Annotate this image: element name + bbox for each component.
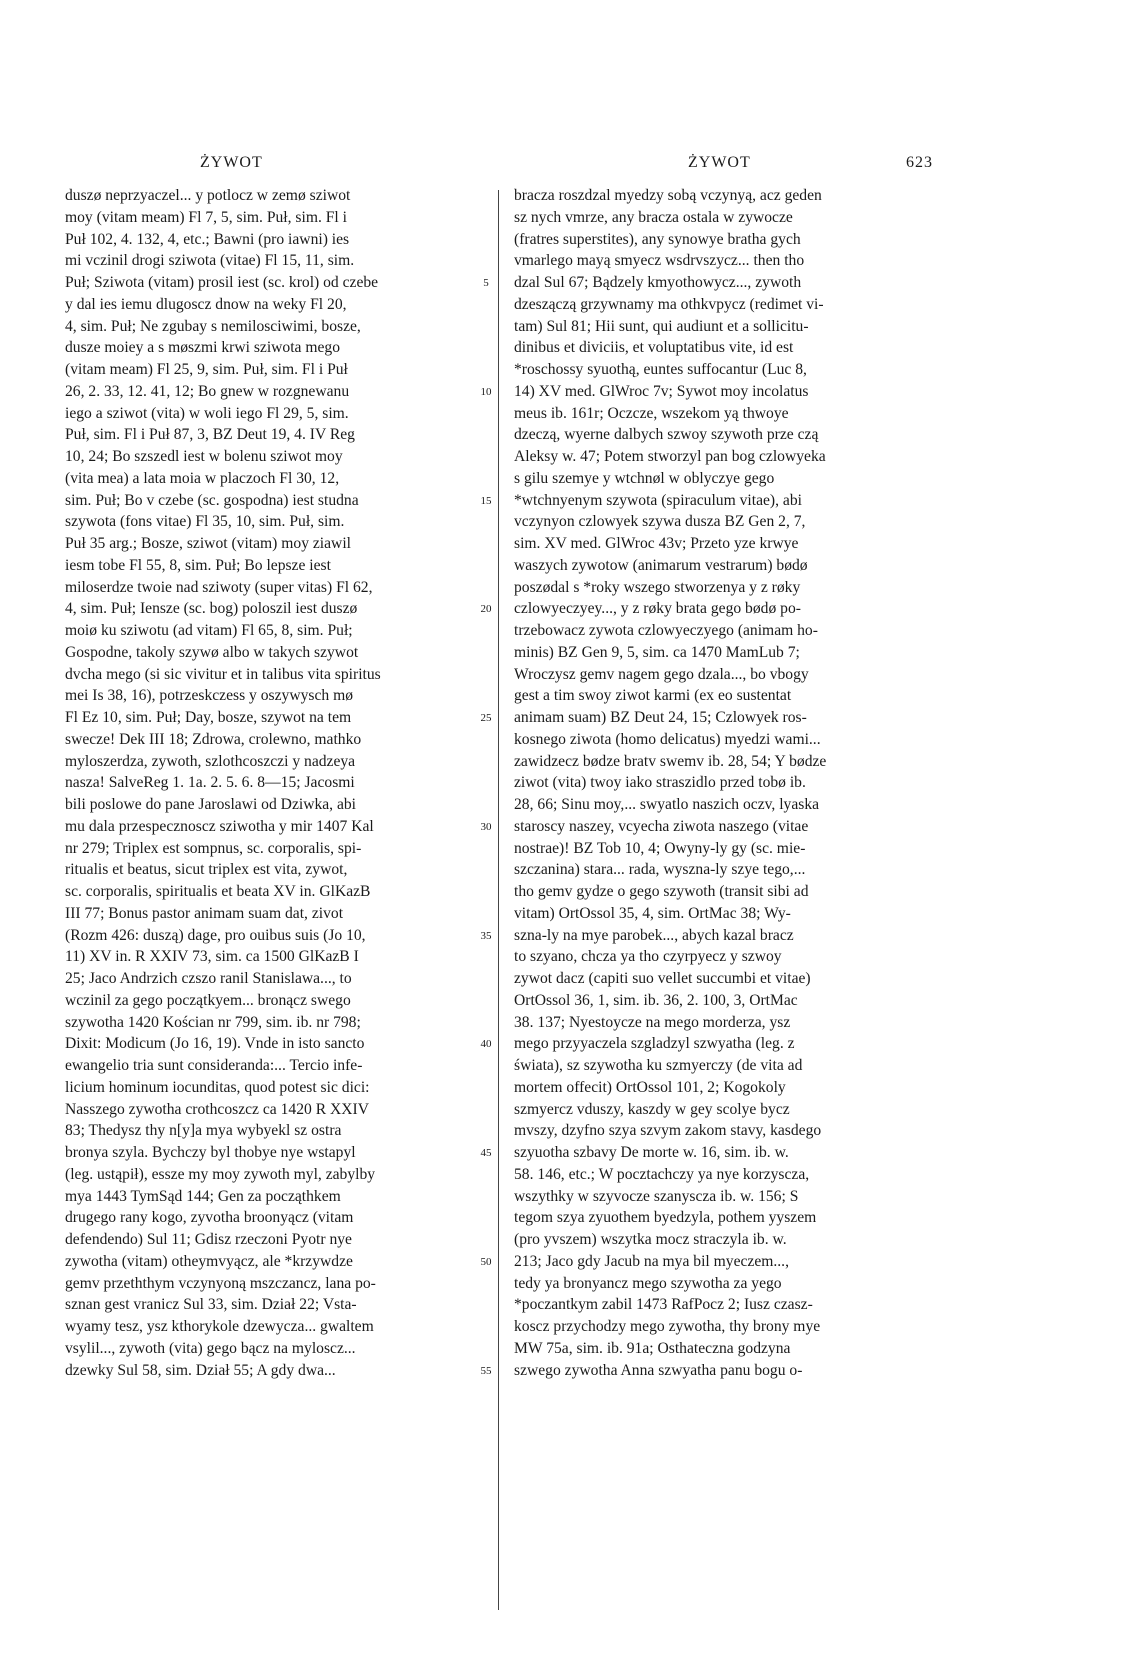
- text-line: (leg. ustąpił), essze my moy zywoth myl, zabylby: [65, 1165, 376, 1183]
- text-line: Nasszego zywotha crothcoszcz ca 1420 R XXIV: [65, 1100, 369, 1118]
- running-head-right: ŻYWOT: [688, 154, 751, 171]
- text-line: 213; Jaco gdy Jacub na mya bil myeczem...,: [514, 1252, 789, 1270]
- text-line: moy (vitam meam) Fl 7, 5, sim. Puł, sim. Fl i: [65, 208, 347, 226]
- text-line: OrtOssol 36, 1, sim. ib. 36, 2. 100, 3, OrtMac: [514, 991, 798, 1009]
- text-line: gemv przeththym vczynyoną mszczancz, lana po-: [65, 1274, 376, 1292]
- line-number: 10: [480, 385, 492, 398]
- text-line: zywot dacz (capiti suo vellet succumbi et vitae): [514, 970, 811, 987]
- text-line: tho gemv gydze o gego szywoth (transit sibi ad: [514, 883, 809, 900]
- text-line: szmyercz vduszy, kaszdy w gey scolye bycz: [514, 1100, 790, 1118]
- text-line: poszødal s *roky wszego stworzenya y z røky: [514, 578, 801, 596]
- left-column: [65, 185, 480, 1381]
- text-line: Fl Ez 10, sim. Puł; Day, bosze, szywot na tem: [65, 709, 352, 726]
- text-line: wszythky w szyvocze szanyscza ib. w. 156; S: [514, 1187, 799, 1205]
- column-divider: [498, 190, 499, 1610]
- line-number: 50: [480, 1255, 492, 1268]
- text-line: szwego zywotha Anna szwyatha panu bogu o-: [514, 1361, 803, 1379]
- text-line: MW 75a, sim. ib. 91a; Osthateczna godzyna: [514, 1339, 791, 1357]
- line-number: 15: [480, 494, 492, 507]
- text-line: defendendo) Sul 11; Gdisz rzeczoni Pyotr nye: [65, 1231, 352, 1248]
- line-number: 55: [480, 1364, 492, 1377]
- text-line: Puł, sim. Fl i Puł 87, 3, BZ Deut 19, 4. IV Reg: [65, 426, 355, 444]
- text-line: meus ib. 161r; Oczcze, wszekom yą thwoye: [514, 404, 789, 422]
- line-number: 5: [483, 277, 489, 289]
- text-line: trzebowacz zywota czlowyeczyego (animam ho-: [514, 622, 818, 639]
- line-number: 25: [480, 712, 492, 724]
- text-line: sznan gest vranicz Sul 33, sim. Dział 22; Vsta-: [65, 1296, 357, 1314]
- text-line: szczanina) stara... rada, wyszna-ly szye tego,...: [514, 861, 806, 879]
- text-line: 38. 137; Nyestoycze na mego morderza, ysz: [514, 1013, 791, 1031]
- text-line: iesm tobe Fl 55, 8, sim. Puł; Bo lepsze iest: [65, 556, 331, 574]
- text-line: Puł 102, 4. 132, 4, etc.; Bawni (pro iawni) ies: [65, 230, 350, 248]
- text-line: 10, 24; Bo szszedl iest w bolenu sziwot moy: [65, 448, 343, 465]
- text-line: 14) XV med. GlWroc 7v; Sywot moy incolatus: [514, 382, 809, 400]
- text-line: mi vczinil drogi sziwota (vitae) Fl 15, 11, sim.: [65, 252, 355, 270]
- text-line: zawidzecz bødze bratv swemv ib. 28, 54; Y bødze: [514, 752, 827, 770]
- text-line: vmarlego mayą smyecz wsdrvszycz... then tho: [514, 252, 805, 270]
- text-line: zywotha (vitam) otheymvyącz, ale *krzywdze: [65, 1252, 353, 1270]
- text-line: s gilu szemye y wtchnøl w oblyczye gego: [514, 469, 775, 487]
- text-line: Puł 35 arg.; Bosze, sziwot (vitam) moy ziawil: [65, 535, 351, 552]
- text-line: ritualis et beatus, sicut triplex est vita, zywot,: [65, 861, 348, 879]
- line-number: 40: [480, 1038, 492, 1051]
- text-line: 25; Jaco Andrzich czszo ranil Stanislawa..., to: [65, 970, 352, 987]
- text-line: gest a tim swoy ziwot karmi (ex eo sustentat: [514, 687, 792, 705]
- line-number: 20: [480, 603, 492, 616]
- text-line: to szyano, chcza ya tho czyrpyecz y szwoy: [514, 948, 782, 966]
- text-line: III 77; Bonus pastor animam suam dat, zivot: [65, 904, 344, 922]
- text-line: drugego rany kogo, zyvotha broonyącz (vitam: [65, 1209, 354, 1227]
- text-line: animam suam) BZ Deut 24, 15; Czlowyek ros-: [514, 709, 807, 726]
- text-line: dvcha mego (si sic vivitur et in talibus vita spiritus: [65, 665, 381, 683]
- text-line: minis) BZ Gen 9, 5, sim. ca 1470 MamLub 7;: [514, 643, 800, 661]
- text-line: iego a sziwot (vita) w woli iego Fl 29, 5, sim.: [65, 404, 349, 422]
- text-line: (Rozm 426: duszą) dage, pro ouibus suis (Jo 10,: [65, 926, 366, 944]
- text-line: bili poslowe do pane Jaroslawi od Dziwka, abi: [65, 796, 357, 813]
- text-line: 4, sim. Puł; Ne zgubay s nemilosciwimi, bosze,: [65, 317, 361, 335]
- text-line: (pro yvszem) wszytka mocz straczyla ib. w.: [514, 1231, 787, 1248]
- line-number: 30: [480, 820, 492, 833]
- text-line: 26, 2. 33, 12. 41, 12; Bo gnew w rozgnewanu: [65, 382, 350, 400]
- line-number: 45: [480, 1147, 492, 1159]
- text-line: 28, 66; Sinu moy,... swyatlo naszich oczv, lyaska: [514, 796, 820, 813]
- text-line: szywota (fons vitae) Fl 35, 10, sim. Puł, sim.: [65, 513, 345, 531]
- text-line: dzeczą, wyerne dalbych szwoy szywoth prze czą: [514, 426, 819, 444]
- text-line: mei Is 38, 16), potrzeskczess y oszywysch mø: [65, 687, 353, 705]
- text-line: dzeszączą grzywnamy ma othkvpycz (redimet vi-: [514, 295, 824, 313]
- text-line: bracza roszdzal myedzy sobą vczynyą, acz geden: [514, 187, 822, 204]
- text-line: Puł; Sziwota (vitam) prosil iest (sc. krol) od czebe: [65, 274, 379, 291]
- text-line: staroscy naszey, vcyecha ziwota naszego (vitae: [514, 817, 809, 835]
- text-line: *wtchnyenym szywota (spiraculum vitae), abi: [514, 491, 802, 509]
- text-line: vsylil..., zywoth (vita) gego bącz na myloscz...: [65, 1339, 356, 1357]
- text-line: dzal Sul 67; Bądzely kmyothowycz..., zywoth: [514, 274, 802, 291]
- text-line: ewangelio tria sunt consideranda:... Tercio infe-: [65, 1057, 363, 1074]
- right-column: [514, 185, 929, 1381]
- text-line: mu dala przespecznoscz sziwotha y mir 1407 Kal: [65, 817, 374, 835]
- text-line: sim. Puł; Bo v czebe (sc. gospodna) iest studna: [65, 491, 359, 509]
- text-line: szywotha 1420 Kościan nr 799, sim. ib. nr 798;: [65, 1013, 361, 1031]
- text-line: moiø ku sziwotu (ad vitam) Fl 65, 8, sim. Puł;: [65, 622, 353, 639]
- page-number: 623: [906, 154, 933, 171]
- text-line: nr 279; Triplex est sompnus, sc. corporalis, spi-: [65, 839, 362, 857]
- text-line: sc. corporalis, spiritualis et beata XV in. GlKazB: [65, 883, 371, 900]
- text-line: szna-ly na mye parobek..., abych kazal bracz: [514, 926, 794, 944]
- text-line: kosnego ziwota (homo delicatus) myedzi wami...: [514, 730, 821, 748]
- text-line: Aleksy w. 47; Potem stworzyl pan bog czlowyeka: [514, 448, 826, 465]
- text-line: miloserdze twoie nad sziwoty (super vitas) Fl 62,: [65, 578, 373, 596]
- text-line: licium hominum iocunditas, quod potest sic dici:: [65, 1078, 370, 1096]
- text-line: (fratres superstites), any synowye bratha gych: [514, 230, 801, 248]
- text-line: nostrae)! BZ Tob 10, 4; Owyny-ly gy (sc. mie-: [514, 839, 806, 857]
- text-line: *roschossy syuothą, euntes suffocantur (Luc 8,: [514, 361, 807, 378]
- text-line: tegom szya zyuothem byedzyla, pothem yyszem: [514, 1209, 817, 1227]
- text-line: vitam) OrtOssol 35, 4, sim. OrtMac 38; Wy-: [514, 904, 791, 922]
- text-line: tam) Sul 81; Hii sunt, qui audiunt et a sollicitu-: [514, 317, 809, 335]
- text-line: myloszerdza, zywoth, szlothcoszczi y nadzeya: [65, 752, 356, 770]
- line-number: 35: [480, 929, 492, 942]
- text-line: dzewky Sul 58, sim. Dział 55; A gdy dwa...: [65, 1361, 336, 1379]
- text-line: 83; Thedysz thy n[y]a mya wybyekl sz ostra: [65, 1122, 342, 1140]
- text-line: Dixit: Modicum (Jo 16, 19). Vnde in isto sancto: [65, 1035, 365, 1053]
- text-line: waszych zywotow (animarum vestrarum) bødø: [514, 556, 808, 574]
- running-head-left: ŻYWOT: [200, 154, 263, 171]
- text-line: *poczantkym zabil 1473 RafPocz 2; Iusz czasz-: [514, 1296, 813, 1314]
- text-line: sim. XV med. GlWroc 43v; Przeto yze krwye: [514, 535, 799, 552]
- text-line: czlowyeczyey..., y z røky brata gego bødø po-: [514, 600, 801, 618]
- text-line: nasza! SalveReg 1. 1a. 2. 5. 6. 8—15; Jacosmi: [65, 774, 355, 792]
- text-line: bronya szyla. Bychczy byl thobye nye wstapyl: [65, 1144, 356, 1161]
- text-line: mvszy, dzyfno szya szvym zakom stavy, kasdego: [514, 1122, 822, 1140]
- text-line: tedy ya bronyancz mego szywotha za yego: [514, 1274, 782, 1292]
- text-line: Gospodne, takoly szywø albo w takych szywot: [65, 643, 359, 661]
- text-line: świata), sz szywotha ku szmyerczy (de vita ad: [514, 1057, 803, 1074]
- text-line: mego przyyaczela szgladzyl szwyatha (leg. z: [514, 1035, 795, 1053]
- text-line: koscz przychodzy mego zywotha, thy brony mye: [514, 1318, 821, 1335]
- text-line: duszø neprzyaczel... y potlocz w zemø sziwot: [65, 187, 351, 204]
- text-line: (vitam meam) Fl 25, 9, sim. Puł, sim. Fl i Puł: [65, 361, 348, 378]
- text-line: 11) XV in. R XXIV 73, sim. ca 1500 GlKazB I: [65, 948, 359, 966]
- text-line: Wroczysz gemv nagem gego dzala..., bo vbogy: [514, 665, 809, 683]
- text-line: dinibus et diviciis, et voluptatibus vite, id est: [514, 339, 794, 357]
- text-line: mya 1443 TymSąd 144; Gen za począthkem: [65, 1187, 341, 1205]
- text-line: szyuotha szbavy De morte w. 16, sim. ib. w.: [514, 1144, 789, 1161]
- text-line: y dal ies iemu dlugoscz dnow na weky Fl 20,: [65, 295, 347, 313]
- text-line: 4, sim. Puł; Iensze (sc. bog) poloszil iest duszø: [65, 600, 358, 618]
- text-line: mortem offecit) OrtOssol 101, 2; Kogokoly: [514, 1078, 786, 1096]
- text-line: swecze! Dek III 18; Zdrowa, crolewno, mathko: [65, 730, 362, 748]
- text-line: ziwot (vita) twoy iako straszidlo przed tobø ib.: [514, 774, 806, 792]
- text-line: 58. 146, etc.; W pocztachczy ya nye korzyscza,: [514, 1165, 810, 1183]
- text-line: vczynyon czlowyek szywa dusza BZ Gen 2, 7,: [514, 513, 806, 531]
- text-line: sz nych vmrze, any bracza ostala w zywocze: [514, 208, 793, 226]
- text-line: (vita mea) a lata moia w placzoch Fl 30, 12,: [65, 469, 340, 487]
- text-line: wyamy tesz, ysz kthorykole dzewycza... gwaltem: [65, 1318, 374, 1335]
- text-line: wczinil za gego początkyem... bronącz swego: [65, 991, 351, 1009]
- text-line: dusze moiey a s møszmi krwi sziwota mego: [65, 339, 340, 357]
